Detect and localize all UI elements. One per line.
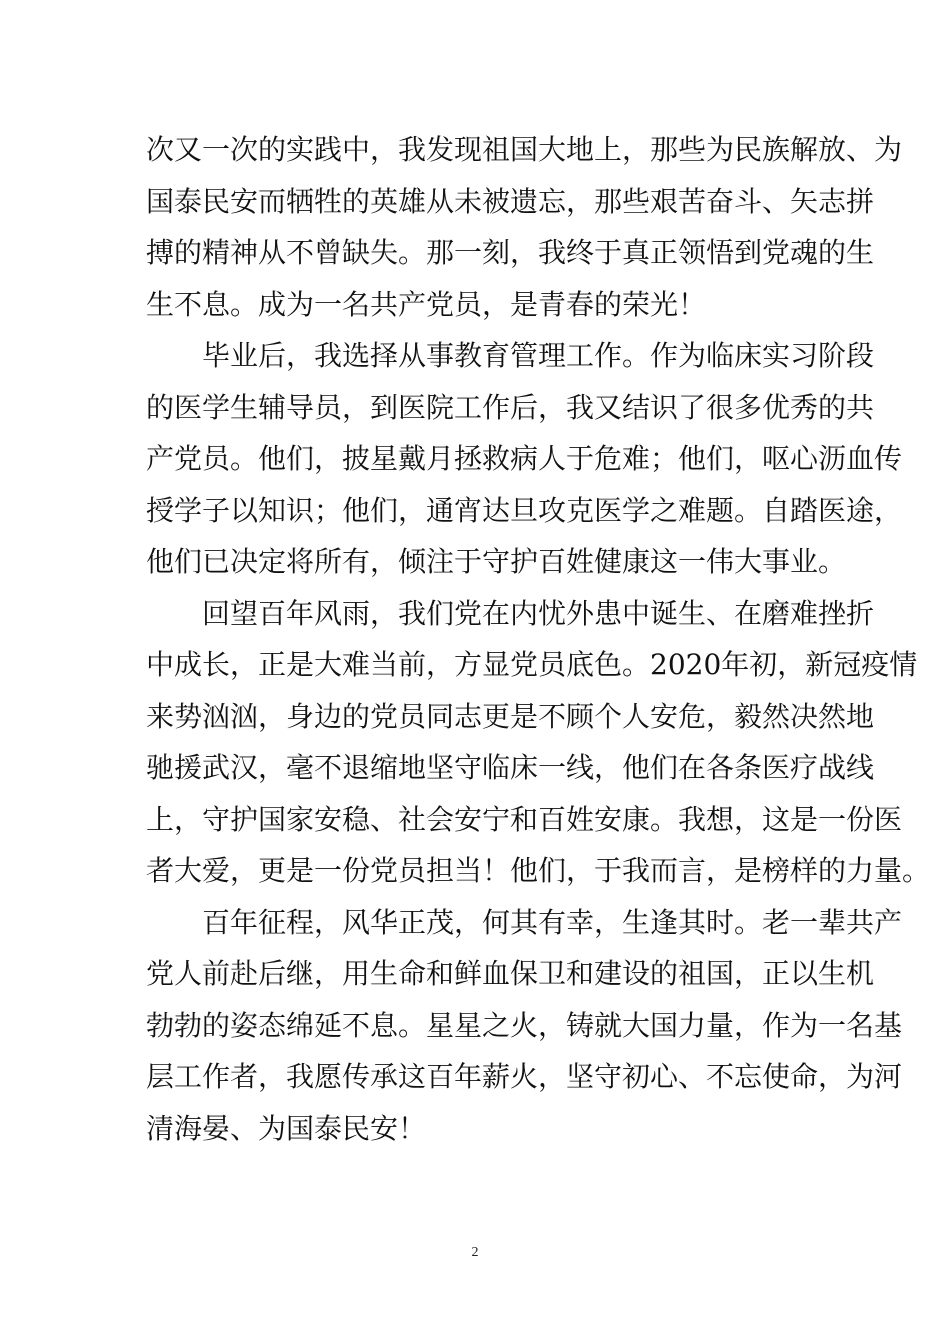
text-line: 来势汹汹，身边的党员同志更是不顾个人安危，毅然决然地: [146, 699, 875, 733]
text-line: 次又一次的实践中，我发现祖国大地上，那些为民族解放、为: [146, 133, 903, 166]
text-line: 回望百年风雨，我们党在内忧外患中诞生、在磨难挫折: [202, 596, 875, 630]
text-line: 毕业后，我选择从事教育管理工作。作为临床实习阶段: [202, 339, 875, 372]
text-line: 党人前赴后继，用生命和鲜血保卫和建设的祖国，正以生机: [146, 957, 875, 990]
text-line: 上，守护国家安稳、社会安宁和百姓安康。我想，这是一份医: [146, 802, 903, 836]
text-line: 国泰民安而牺牲的英雄从未被遗忘，那些艰苦奋斗、矢志拼: [146, 184, 875, 218]
text-line: 勃勃的姿态绵延不息。星星之火，铸就大国力量，作为一名基: [146, 1008, 903, 1042]
text-line: 他们已决定将所有，倾注于守护百姓健康这一伟大事业。: [146, 545, 847, 578]
text-line: 驰援武汉，毫不退缩地坚守临床一线，他们在各条医疗战线: [146, 751, 875, 784]
text-line: 者大爱，更是一份党员担当！他们，于我而言，是榜样的力量。: [146, 854, 931, 887]
text-line: 层工作者，我愿传承这百年薪火，坚守初心、不忘使命，为河: [146, 1060, 903, 1093]
text-line: 中成长，正是大难当前，方显党员底色。2020年初，新冠疫情: [146, 648, 918, 681]
text-line: 的医学生辅导员，到医院工作后，我又结识了很多优秀的共: [146, 390, 875, 424]
page-number: 2: [471, 1245, 479, 1260]
text-line: 生不息。成为一名共产党员，是青春的荣光！: [146, 287, 707, 321]
text-line: 清海晏、为国泰民安！: [146, 1111, 427, 1145]
text-line: 授学子以知识；他们，通宵达旦攻克医学之难题。自踏医途，: [146, 493, 903, 527]
text-line: 搏的精神从不曾缺失。那一刻，我终于真正领悟到党魂的生: [146, 236, 875, 269]
text-line: 产党员。他们，披星戴月拯救病人于危难；他们，呕心沥血传: [146, 442, 903, 475]
text-line: 百年征程，风华正茂，何其有幸，生逢其时。老一辈共产: [202, 905, 903, 939]
body-text: [146, 124, 931, 1154]
